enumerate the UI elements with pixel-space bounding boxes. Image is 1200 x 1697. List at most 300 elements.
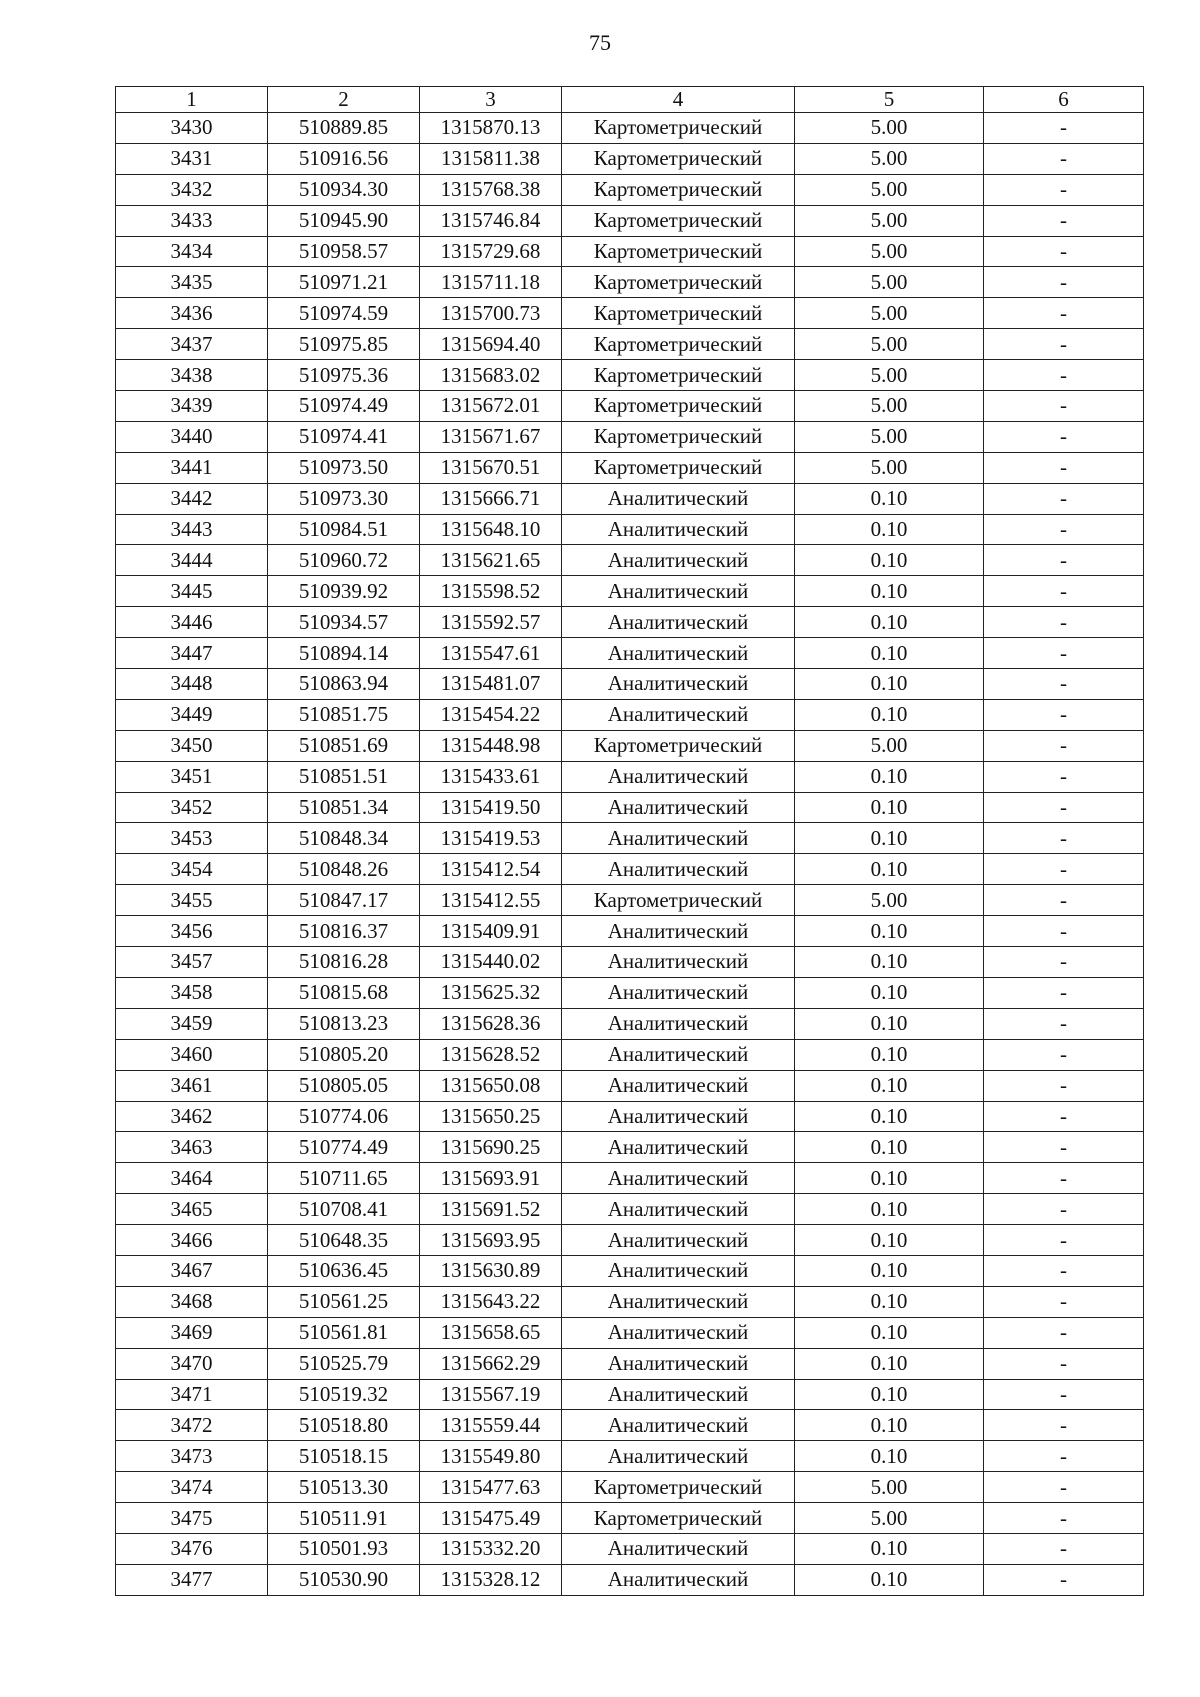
table-row <box>116 1410 1144 1441</box>
cell-method: Картометрический <box>562 329 795 360</box>
cell-coord-x: 510847.17 <box>268 885 420 916</box>
table-row <box>116 699 1144 730</box>
cell-note: - <box>984 638 1144 669</box>
cell-coord-y: 1315481.07 <box>420 669 562 700</box>
cell-coord-y: 1315672.01 <box>420 391 562 422</box>
cell-coord-y: 1315549.80 <box>420 1441 562 1472</box>
cell-coord-y: 1315643.22 <box>420 1286 562 1317</box>
table-row <box>116 1194 1144 1225</box>
cell-coord-x: 510934.57 <box>268 607 420 638</box>
cell-point-number: 3452 <box>116 792 268 823</box>
cell-coord-y: 1315332.20 <box>420 1533 562 1564</box>
cell-accuracy: 0.10 <box>795 699 984 730</box>
cell-coord-y: 1315666.71 <box>420 483 562 514</box>
cell-accuracy: 0.10 <box>795 1348 984 1379</box>
cell-coord-y: 1315412.55 <box>420 885 562 916</box>
cell-coord-x: 510939.92 <box>268 576 420 607</box>
table-row <box>116 1441 1144 1472</box>
cell-accuracy: 0.10 <box>795 1564 984 1595</box>
cell-point-number: 3461 <box>116 1070 268 1101</box>
cell-method: Картометрический <box>562 113 795 144</box>
table-row <box>116 236 1144 267</box>
cell-method: Аналитический <box>562 638 795 669</box>
cell-coord-x: 510851.69 <box>268 730 420 761</box>
table-row <box>116 298 1144 329</box>
table-row <box>116 267 1144 298</box>
cell-method: Аналитический <box>562 947 795 978</box>
table-row <box>116 1317 1144 1348</box>
cell-point-number: 3431 <box>116 143 268 174</box>
cell-note: - <box>984 1039 1144 1070</box>
cell-point-number: 3447 <box>116 638 268 669</box>
cell-accuracy: 0.10 <box>795 483 984 514</box>
cell-coord-y: 1315630.89 <box>420 1255 562 1286</box>
cell-note: - <box>984 1255 1144 1286</box>
cell-note: - <box>984 699 1144 730</box>
table-row <box>116 854 1144 885</box>
cell-note: - <box>984 1503 1144 1534</box>
cell-coord-x: 510805.20 <box>268 1039 420 1070</box>
cell-method: Картометрический <box>562 1503 795 1534</box>
cell-accuracy: 5.00 <box>795 391 984 422</box>
cell-note: - <box>984 1132 1144 1163</box>
cell-coord-y: 1315409.91 <box>420 916 562 947</box>
cell-accuracy: 5.00 <box>795 360 984 391</box>
cell-accuracy: 5.00 <box>795 174 984 205</box>
table-header-row <box>116 87 1144 113</box>
cell-note: - <box>984 514 1144 545</box>
cell-coord-y: 1315693.95 <box>420 1225 562 1256</box>
cell-point-number: 3454 <box>116 854 268 885</box>
table-row <box>116 1503 1144 1534</box>
cell-accuracy: 0.10 <box>795 916 984 947</box>
cell-accuracy: 0.10 <box>795 1070 984 1101</box>
cell-coord-y: 1315662.29 <box>420 1348 562 1379</box>
cell-coord-y: 1315433.61 <box>420 761 562 792</box>
cell-coord-y: 1315670.51 <box>420 452 562 483</box>
cell-accuracy: 5.00 <box>795 1472 984 1503</box>
cell-method: Аналитический <box>562 916 795 947</box>
cell-coord-y: 1315419.53 <box>420 823 562 854</box>
cell-accuracy: 0.10 <box>795 514 984 545</box>
cell-coord-y: 1315658.65 <box>420 1317 562 1348</box>
cell-note: - <box>984 947 1144 978</box>
cell-point-number: 3453 <box>116 823 268 854</box>
cell-point-number: 3433 <box>116 205 268 236</box>
cell-accuracy: 0.10 <box>795 607 984 638</box>
table-row <box>116 514 1144 545</box>
cell-note: - <box>984 360 1144 391</box>
cell-accuracy: 0.10 <box>795 669 984 700</box>
cell-method: Аналитический <box>562 1533 795 1564</box>
cell-coord-x: 510518.80 <box>268 1410 420 1441</box>
cell-point-number: 3477 <box>116 1564 268 1595</box>
cell-coord-y: 1315598.52 <box>420 576 562 607</box>
cell-method: Аналитический <box>562 1317 795 1348</box>
cell-note: - <box>984 607 1144 638</box>
cell-coord-y: 1315454.22 <box>420 699 562 730</box>
cell-accuracy: 0.10 <box>795 854 984 885</box>
cell-note: - <box>984 143 1144 174</box>
cell-accuracy: 0.10 <box>795 1132 984 1163</box>
cell-accuracy: 0.10 <box>795 545 984 576</box>
cell-coord-y: 1315693.91 <box>420 1163 562 1194</box>
cell-coord-x: 510530.90 <box>268 1564 420 1595</box>
cell-point-number: 3436 <box>116 298 268 329</box>
cell-coord-y: 1315475.49 <box>420 1503 562 1534</box>
coordinates-table <box>115 86 1144 1596</box>
table-row <box>116 174 1144 205</box>
cell-coord-x: 510889.85 <box>268 113 420 144</box>
cell-coord-x: 510711.65 <box>268 1163 420 1194</box>
cell-coord-x: 510513.30 <box>268 1472 420 1503</box>
table-row <box>116 1070 1144 1101</box>
cell-point-number: 3464 <box>116 1163 268 1194</box>
cell-coord-y: 1315592.57 <box>420 607 562 638</box>
cell-method: Аналитический <box>562 761 795 792</box>
table-row <box>116 1039 1144 1070</box>
cell-coord-y: 1315621.65 <box>420 545 562 576</box>
cell-coord-x: 510636.45 <box>268 1255 420 1286</box>
cell-coord-x: 510984.51 <box>268 514 420 545</box>
cell-coord-y: 1315648.10 <box>420 514 562 545</box>
cell-accuracy: 0.10 <box>795 1163 984 1194</box>
cell-point-number: 3473 <box>116 1441 268 1472</box>
cell-note: - <box>984 545 1144 576</box>
cell-note: - <box>984 205 1144 236</box>
cell-accuracy: 5.00 <box>795 143 984 174</box>
cell-accuracy: 0.10 <box>795 1533 984 1564</box>
cell-coord-x: 510813.23 <box>268 1008 420 1039</box>
cell-coord-x: 510518.15 <box>268 1441 420 1472</box>
cell-method: Аналитический <box>562 1039 795 1070</box>
cell-method: Аналитический <box>562 1194 795 1225</box>
cell-method: Картометрический <box>562 1472 795 1503</box>
cell-note: - <box>984 174 1144 205</box>
cell-method: Аналитический <box>562 1441 795 1472</box>
cell-coord-y: 1315729.68 <box>420 236 562 267</box>
cell-point-number: 3470 <box>116 1348 268 1379</box>
table-row <box>116 730 1144 761</box>
cell-accuracy: 5.00 <box>795 298 984 329</box>
cell-method: Аналитический <box>562 483 795 514</box>
cell-method: Картометрический <box>562 298 795 329</box>
cell-point-number: 3465 <box>116 1194 268 1225</box>
cell-point-number: 3439 <box>116 391 268 422</box>
cell-coord-x: 510848.34 <box>268 823 420 854</box>
cell-method: Аналитический <box>562 576 795 607</box>
cell-method: Картометрический <box>562 421 795 452</box>
table-row <box>116 421 1144 452</box>
table-row <box>116 1255 1144 1286</box>
cell-accuracy: 0.10 <box>795 1008 984 1039</box>
cell-point-number: 3446 <box>116 607 268 638</box>
cell-coord-x: 510525.79 <box>268 1348 420 1379</box>
cell-point-number: 3457 <box>116 947 268 978</box>
cell-note: - <box>984 823 1144 854</box>
cell-accuracy: 5.00 <box>795 236 984 267</box>
cell-note: - <box>984 298 1144 329</box>
cell-point-number: 3467 <box>116 1255 268 1286</box>
cell-note: - <box>984 1317 1144 1348</box>
cell-coord-y: 1315419.50 <box>420 792 562 823</box>
cell-note: - <box>984 1225 1144 1256</box>
table-row <box>116 143 1144 174</box>
cell-accuracy: 0.10 <box>795 1225 984 1256</box>
cell-point-number: 3448 <box>116 669 268 700</box>
cell-note: - <box>984 761 1144 792</box>
cell-point-number: 3455 <box>116 885 268 916</box>
cell-point-number: 3468 <box>116 1286 268 1317</box>
cell-method: Аналитический <box>562 669 795 700</box>
cell-note: - <box>984 1472 1144 1503</box>
cell-note: - <box>984 236 1144 267</box>
cell-method: Аналитический <box>562 792 795 823</box>
table-row <box>116 761 1144 792</box>
cell-note: - <box>984 885 1144 916</box>
cell-note: - <box>984 1163 1144 1194</box>
cell-coord-y: 1315440.02 <box>420 947 562 978</box>
cell-point-number: 3432 <box>116 174 268 205</box>
cell-point-number: 3450 <box>116 730 268 761</box>
cell-note: - <box>984 1194 1144 1225</box>
cell-point-number: 3456 <box>116 916 268 947</box>
cell-coord-x: 510974.49 <box>268 391 420 422</box>
cell-coord-x: 510851.51 <box>268 761 420 792</box>
table-row <box>116 113 1144 144</box>
cell-note: - <box>984 1070 1144 1101</box>
table-row <box>116 916 1144 947</box>
cell-accuracy: 0.10 <box>795 1194 984 1225</box>
table-row <box>116 483 1144 514</box>
cell-coord-y: 1315671.67 <box>420 421 562 452</box>
cell-coord-x: 510863.94 <box>268 669 420 700</box>
cell-method: Картометрический <box>562 205 795 236</box>
cell-coord-x: 510774.06 <box>268 1101 420 1132</box>
cell-accuracy: 0.10 <box>795 1317 984 1348</box>
cell-accuracy: 5.00 <box>795 885 984 916</box>
cell-method: Картометрический <box>562 452 795 483</box>
cell-note: - <box>984 916 1144 947</box>
cell-coord-y: 1315690.25 <box>420 1132 562 1163</box>
cell-accuracy: 0.10 <box>795 823 984 854</box>
cell-coord-y: 1315328.12 <box>420 1564 562 1595</box>
cell-note: - <box>984 854 1144 885</box>
cell-coord-x: 510519.32 <box>268 1379 420 1410</box>
cell-note: - <box>984 1533 1144 1564</box>
cell-point-number: 3435 <box>116 267 268 298</box>
table-row <box>116 1379 1144 1410</box>
cell-point-number: 3462 <box>116 1101 268 1132</box>
cell-method: Аналитический <box>562 1070 795 1101</box>
cell-method: Аналитический <box>562 977 795 1008</box>
cell-accuracy: 0.10 <box>795 947 984 978</box>
cell-method: Картометрический <box>562 174 795 205</box>
cell-accuracy: 5.00 <box>795 329 984 360</box>
cell-point-number: 3438 <box>116 360 268 391</box>
cell-coord-x: 510561.81 <box>268 1317 420 1348</box>
cell-coord-y: 1315559.44 <box>420 1410 562 1441</box>
cell-point-number: 3434 <box>116 236 268 267</box>
table-row <box>116 885 1144 916</box>
cell-point-number: 3460 <box>116 1039 268 1070</box>
cell-coord-x: 510975.36 <box>268 360 420 391</box>
cell-method: Аналитический <box>562 1564 795 1595</box>
table-row <box>116 669 1144 700</box>
column-header-2: 2 <box>268 87 420 113</box>
cell-note: - <box>984 669 1144 700</box>
cell-coord-y: 1315768.38 <box>420 174 562 205</box>
cell-point-number: 3475 <box>116 1503 268 1534</box>
column-header-4: 4 <box>562 87 795 113</box>
cell-coord-y: 1315547.61 <box>420 638 562 669</box>
cell-method: Аналитический <box>562 1286 795 1317</box>
table-row <box>116 1132 1144 1163</box>
cell-point-number: 3463 <box>116 1132 268 1163</box>
cell-accuracy: 0.10 <box>795 638 984 669</box>
cell-point-number: 3444 <box>116 545 268 576</box>
cell-method: Аналитический <box>562 1101 795 1132</box>
cell-coord-y: 1315625.32 <box>420 977 562 1008</box>
column-header-1: 1 <box>116 87 268 113</box>
column-header-6: 6 <box>984 87 1144 113</box>
cell-method: Аналитический <box>562 854 795 885</box>
cell-point-number: 3474 <box>116 1472 268 1503</box>
cell-accuracy: 5.00 <box>795 113 984 144</box>
cell-point-number: 3430 <box>116 113 268 144</box>
cell-note: - <box>984 1286 1144 1317</box>
cell-method: Аналитический <box>562 699 795 730</box>
cell-coord-y: 1315650.08 <box>420 1070 562 1101</box>
cell-note: - <box>984 977 1144 1008</box>
cell-method: Картометрический <box>562 143 795 174</box>
cell-coord-x: 510894.14 <box>268 638 420 669</box>
cell-accuracy: 0.10 <box>795 1101 984 1132</box>
cell-accuracy: 5.00 <box>795 267 984 298</box>
cell-note: - <box>984 421 1144 452</box>
cell-accuracy: 0.10 <box>795 1410 984 1441</box>
table-row <box>116 576 1144 607</box>
cell-coord-x: 510851.75 <box>268 699 420 730</box>
cell-note: - <box>984 329 1144 360</box>
cell-coord-x: 510973.30 <box>268 483 420 514</box>
table-row <box>116 360 1144 391</box>
cell-coord-x: 510511.91 <box>268 1503 420 1534</box>
cell-method: Картометрический <box>562 236 795 267</box>
table-row <box>116 391 1144 422</box>
cell-note: - <box>984 730 1144 761</box>
cell-point-number: 3443 <box>116 514 268 545</box>
cell-coord-x: 510958.57 <box>268 236 420 267</box>
cell-method: Аналитический <box>562 1379 795 1410</box>
cell-point-number: 3437 <box>116 329 268 360</box>
cell-coord-y: 1315746.84 <box>420 205 562 236</box>
cell-method: Картометрический <box>562 391 795 422</box>
cell-accuracy: 0.10 <box>795 1255 984 1286</box>
table-row <box>116 823 1144 854</box>
cell-note: - <box>984 1101 1144 1132</box>
cell-coord-y: 1315711.18 <box>420 267 562 298</box>
table-row <box>116 1225 1144 1256</box>
cell-coord-y: 1315694.40 <box>420 329 562 360</box>
table-row <box>116 792 1144 823</box>
cell-note: - <box>984 1348 1144 1379</box>
cell-accuracy: 5.00 <box>795 1503 984 1534</box>
cell-coord-y: 1315700.73 <box>420 298 562 329</box>
cell-point-number: 3466 <box>116 1225 268 1256</box>
column-header-3: 3 <box>420 87 562 113</box>
cell-coord-x: 510945.90 <box>268 205 420 236</box>
table-row <box>116 1163 1144 1194</box>
cell-accuracy: 5.00 <box>795 421 984 452</box>
table-row <box>116 1564 1144 1595</box>
cell-method: Аналитический <box>562 1008 795 1039</box>
table-body <box>116 113 1144 1596</box>
cell-method: Аналитический <box>562 1132 795 1163</box>
cell-accuracy: 0.10 <box>795 1441 984 1472</box>
cell-point-number: 3445 <box>116 576 268 607</box>
cell-coord-y: 1315477.63 <box>420 1472 562 1503</box>
cell-coord-x: 510934.30 <box>268 174 420 205</box>
cell-coord-x: 510973.50 <box>268 452 420 483</box>
cell-coord-x: 510648.35 <box>268 1225 420 1256</box>
cell-coord-y: 1315448.98 <box>420 730 562 761</box>
cell-method: Аналитический <box>562 514 795 545</box>
cell-coord-x: 510805.05 <box>268 1070 420 1101</box>
cell-point-number: 3449 <box>116 699 268 730</box>
cell-point-number: 3459 <box>116 1008 268 1039</box>
cell-point-number: 3471 <box>116 1379 268 1410</box>
cell-coord-x: 510975.85 <box>268 329 420 360</box>
cell-note: - <box>984 452 1144 483</box>
cell-coord-x: 510501.93 <box>268 1533 420 1564</box>
cell-accuracy: 0.10 <box>795 977 984 1008</box>
cell-note: - <box>984 1564 1144 1595</box>
cell-coord-x: 510971.21 <box>268 267 420 298</box>
table-row <box>116 947 1144 978</box>
cell-note: - <box>984 792 1144 823</box>
cell-accuracy: 0.10 <box>795 1286 984 1317</box>
cell-accuracy: 0.10 <box>795 1039 984 1070</box>
cell-coord-y: 1315870.13 <box>420 113 562 144</box>
table-row <box>116 977 1144 1008</box>
table-row <box>116 1348 1144 1379</box>
cell-note: - <box>984 483 1144 514</box>
cell-method: Картометрический <box>562 267 795 298</box>
cell-coord-y: 1315567.19 <box>420 1379 562 1410</box>
cell-note: - <box>984 1441 1144 1472</box>
cell-accuracy: 5.00 <box>795 452 984 483</box>
table-row <box>116 1533 1144 1564</box>
table-row <box>116 1472 1144 1503</box>
cell-coord-x: 510851.34 <box>268 792 420 823</box>
cell-method: Аналитический <box>562 607 795 638</box>
cell-coord-y: 1315650.25 <box>420 1101 562 1132</box>
cell-accuracy: 5.00 <box>795 730 984 761</box>
table-row <box>116 452 1144 483</box>
cell-note: - <box>984 1410 1144 1441</box>
table-row <box>116 545 1144 576</box>
cell-coord-x: 510815.68 <box>268 977 420 1008</box>
cell-coord-x: 510561.25 <box>268 1286 420 1317</box>
table-row <box>116 1286 1144 1317</box>
cell-note: - <box>984 113 1144 144</box>
cell-note: - <box>984 1379 1144 1410</box>
table-row <box>116 1008 1144 1039</box>
cell-coord-y: 1315412.54 <box>420 854 562 885</box>
cell-accuracy: 0.10 <box>795 576 984 607</box>
cell-point-number: 3472 <box>116 1410 268 1441</box>
